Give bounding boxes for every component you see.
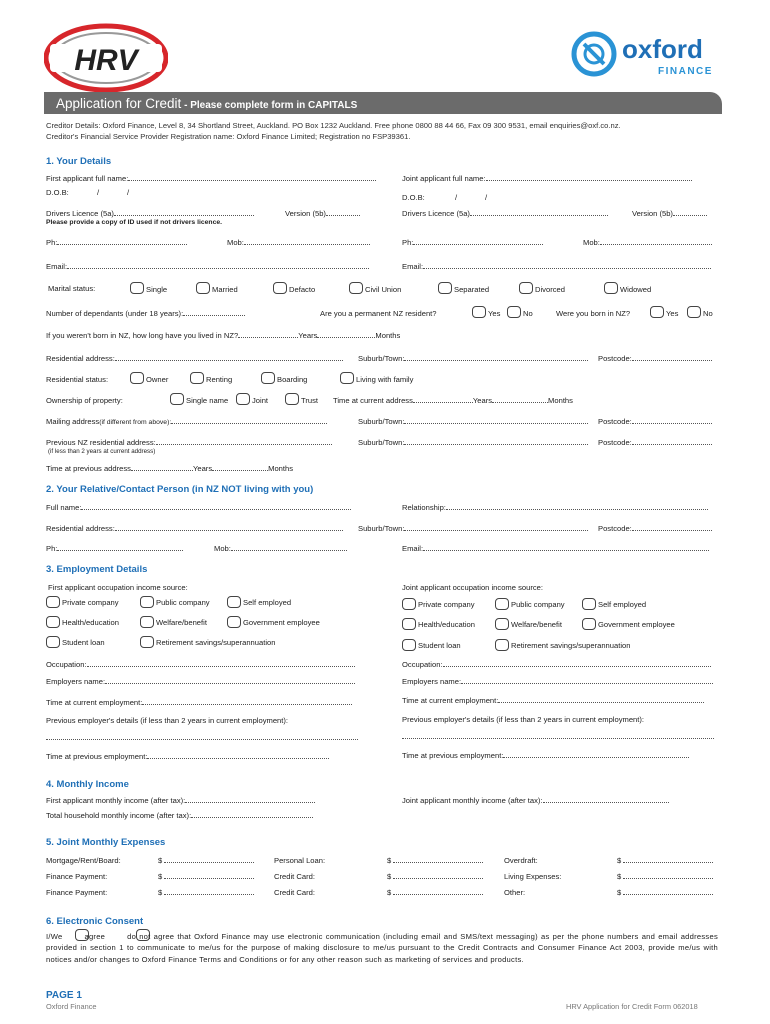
marital-married-label: Married [212,285,238,294]
total-income-label: Total household monthly income (after tax): [46,811,192,820]
rs-renting-checkbox[interactable] [190,372,204,384]
email-label: Email: [46,262,68,271]
own-single-label: Single name [186,396,229,405]
marital-defacto-label: Defacto [289,285,316,294]
contact-addr-label: Residential address: [46,524,115,533]
perm-res-no-label: No [523,309,533,318]
other-expenses-label: Other: [504,888,526,897]
prev-postcode-field[interactable] [632,438,712,445]
dob-slash: / [97,188,100,197]
born-nz-no-label: No [703,309,713,318]
licence-label: Drivers Licence (5a) [46,209,114,218]
joint-version-field[interactable] [673,209,707,216]
credit-card-1-field[interactable] [393,872,483,879]
months-label: Months [268,464,294,473]
perm-res-yes-label: Yes [488,309,501,318]
marital-married-checkbox[interactable] [196,282,210,294]
postcode-label: Postcode: [598,354,632,363]
time-emp-field[interactable] [142,698,352,705]
overdraft-field[interactable] [623,856,713,863]
marital-civil-label: Civil Union [365,285,402,294]
mortgage-dollar: $ [158,856,163,865]
first-welfare-checkbox[interactable] [140,616,154,628]
oxford-word: oxford [622,34,703,64]
joint-income-label: Joint applicant monthly income (after tax): [402,796,543,805]
prev-suburb-label: Suburb/Town: [358,438,405,447]
years-label: Years [192,464,213,473]
own-joint-label: Joint [252,396,269,405]
joint-welfare-checkbox[interactable] [495,618,509,630]
perm-res-yes-checkbox[interactable] [472,306,486,318]
first-retirement-label: Retirement savings/superannuation [156,638,276,647]
hrv-logo [44,22,168,92]
employer-field[interactable] [105,677,355,684]
joint-retirement-label: Retirement savings/superannuation [511,641,631,650]
marital-widowed-checkbox[interactable] [604,282,618,294]
ownership-label: Ownership of property: [46,396,123,405]
contact-mob-field[interactable] [231,544,347,551]
joint-mob-label: Mob: [583,238,600,247]
perm-res-no-checkbox[interactable] [507,306,521,318]
relationship-field[interactable] [446,503,708,510]
joint-public-checkbox[interactable] [495,598,509,610]
contact-ph-field[interactable] [57,544,183,551]
joint-private-label: Private company [418,600,475,609]
personal-loan-dollar: $ [387,856,392,865]
time-addr-years-field[interactable] [413,396,473,403]
months-label: Months [375,331,401,340]
finance-payment-1-field[interactable] [164,872,254,879]
joint-ph-field[interactable] [413,238,543,245]
marital-label: Marital status: [48,284,96,293]
contact-name-label: Full name: [46,503,82,512]
mailing-label: Mailing address [46,417,100,426]
rs-boarding-checkbox[interactable] [261,372,275,384]
time-addr-label: Time at current address [333,396,413,405]
page-number: PAGE 1 [46,990,82,1001]
joint-health-checkbox[interactable] [402,618,416,630]
born-nz-yes-checkbox[interactable] [650,306,664,318]
credit-card-2-label: Credit Card: [274,888,315,897]
joint-dob-label: D.O.B: [402,193,425,202]
contact-email-label: Email: [402,544,424,553]
first-public-checkbox[interactable] [140,596,154,608]
mailing-postcode-label: Postcode: [598,417,632,426]
joint-retirement-checkbox[interactable] [495,639,509,651]
dependants-label: Number of dependants (under 18 years): [46,309,184,318]
mailing-postcode-field[interactable] [632,417,712,424]
other-expenses-field[interactable] [623,888,713,895]
joint-prev-emp-field[interactable] [402,732,714,739]
finance-2-dollar: $ [158,888,163,897]
postcode-field[interactable] [632,354,712,361]
finance-1-dollar: $ [158,872,163,881]
consent-body: do not agree that Oxford Finance may use electronic communication (including email and SMS/text messaging) as per the phone numbers and email addresses provided in section 1 to communicate to me/us for the purpose of making disclosure to me/us pursuant to the Credit Contracts and Consumer Finance Act 2003, provide me/us with notices and/or changes to Oxford Finance Terms and Conditions or for any other reason such as marketing of services and products. [46,932,718,964]
born-nz-no-checkbox[interactable] [687,306,701,318]
first-retirement-checkbox[interactable] [140,636,154,648]
joint-health-label: Health/education [418,620,475,629]
form-title: Application for Credit [56,96,182,111]
first-government-label: Government employee [243,618,320,627]
marital-separated-checkbox[interactable] [438,282,452,294]
joint-licence-label: Drivers Licence (5a) [402,209,470,218]
section-4-title: 4. Monthly Income [46,779,129,790]
creditor-line-2: Creditor's Financial Service Provider Registration name: Oxford Finance Limited; Registration no FSP39361. [46,131,411,141]
first-name-field[interactable] [128,174,376,181]
joint-time-emp-label: Time at current employment: [402,696,499,705]
first-student-label: Student loan [62,638,105,647]
first-name-label: First applicant full name: [46,174,129,183]
prev-postcode-label: Postcode: [598,438,632,447]
finance-payment-2-field[interactable] [164,888,254,895]
oxford-finance-logo [570,28,730,80]
time-prev-months-field[interactable] [212,464,268,471]
prev-emp-label: Previous employer's details (if less than 2 years in current employment): [46,716,289,725]
hrv-logo-text: HRV [74,44,138,77]
prev-suburb-field[interactable] [404,438,588,445]
joint-occupation-label: Occupation: [402,660,443,669]
contact-suburb-field[interactable] [404,524,588,531]
dob-slash: / [127,188,130,197]
marital-defacto-checkbox[interactable] [273,282,287,294]
first-income-field[interactable] [185,796,315,803]
employer-label: Employers name: [46,677,106,686]
rs-family-label: Living with family [356,375,414,384]
first-income-label: First applicant monthly income (after tax): [46,796,186,805]
joint-ph-label: Ph: [402,238,414,247]
first-government-checkbox[interactable] [227,616,241,628]
section-3-title: 3. Employment Details [46,564,148,575]
version-label: Version (5b) [285,209,326,218]
overdraft-label: Overdraft: [504,856,538,865]
personal-loan-label: Personal Loan: [274,856,326,865]
born-nz-label: Were you born in NZ? [556,309,631,318]
other-dollar: $ [617,888,622,897]
joint-email-field[interactable] [423,262,711,269]
section-1-title: 1. Your Details [46,156,112,167]
joint-dob-slash: / [485,193,488,202]
creditor-line-1: Creditor Details: Oxford Finance, Level 8, 34 Shortland Street, Auckland. PO Box 1232 Auckland. Free phone 0800 88 44 66, Fax 09 300 9531, email enquiries@oxf.co.nz. [46,121,621,130]
contact-postcode-field[interactable] [632,524,712,531]
time-prev-emp-label: Time at previous employment: [46,752,148,761]
prev-addr-note: (if less than 2 years at current address) [48,448,156,455]
own-trust-checkbox[interactable] [285,393,299,405]
mob-field[interactable] [244,238,370,245]
joint-private-checkbox[interactable] [402,598,416,610]
joint-employer-label: Employers name: [402,677,462,686]
email-field[interactable] [67,262,369,269]
first-self-checkbox[interactable] [227,596,241,608]
footer-form-id: HRV Application for Credit Form 062018 [566,1002,698,1011]
how-long-years-field[interactable] [238,331,298,338]
contact-ph-label: Ph: [46,544,58,553]
occupation-field[interactable] [87,660,355,667]
res-addr-label: Residential address: [46,354,115,363]
finance-payment-2-label: Finance Payment: [46,888,108,897]
creditor-details [46,121,621,142]
joint-prev-emp-label: Previous employer's details (if less than 2 years in current employment): [402,715,645,724]
joint-welfare-label: Welfare/benefit [511,620,562,629]
time-prev-emp-field[interactable] [147,752,329,759]
joint-email-label: Email: [402,262,424,271]
rs-boarding-label: Boarding [277,375,308,384]
mailing-note: (if different from above): [99,419,172,426]
perm-res-label: Are you a permanent NZ resident? [320,309,437,318]
marital-widowed-label: Widowed [620,285,652,294]
first-private-label: Private company [62,598,119,607]
ph-field[interactable] [57,238,187,245]
how-long-label: If you weren't born in NZ, how long have you lived in NZ? [46,331,239,340]
born-nz-yes-label: Yes [666,309,679,318]
joint-self-label: Self employed [598,600,647,609]
first-self-label: Self employed [243,598,292,607]
personal-loan-field[interactable] [393,856,483,863]
living-expenses-label: Living Expenses: [504,872,562,881]
form-title-banner [44,92,722,114]
living-expenses-field[interactable] [623,872,713,879]
credit-2-dollar: $ [387,888,392,897]
marital-civil-checkbox[interactable] [349,282,363,294]
form-subtitle: - Please complete form in CAPITALS [181,100,358,111]
first-private-checkbox[interactable] [46,596,60,608]
marital-single-label: Single [146,285,168,294]
dependants-field[interactable] [183,309,245,316]
contact-mob-label: Mob: [214,544,231,553]
rs-owner-checkbox[interactable] [130,372,144,384]
time-addr-months-field[interactable] [492,396,548,403]
consent-agree-label: agree [84,932,106,941]
how-long-months-field[interactable] [317,331,375,338]
mailing-suburb-field[interactable] [404,417,588,424]
contact-suburb-label: Suburb/Town: [358,524,405,533]
marital-separated-label: Separated [454,285,490,294]
res-addr-field[interactable] [115,354,343,361]
res-status-label: Residential status: [46,375,109,384]
id-note: Please provide a copy of ID used if not drivers licence. [46,219,223,226]
credit-card-1-label: Credit Card: [274,872,315,881]
own-trust-label: Trust [301,396,319,405]
joint-government-label: Government employee [598,620,675,629]
joint-name-field[interactable] [486,174,692,181]
own-joint-checkbox[interactable] [236,393,250,405]
time-emp-label: Time at current employment: [46,698,143,707]
consent-iwe: I/We [46,932,63,941]
joint-employer-field[interactable] [461,677,713,684]
joint-dob-slash: / [455,193,458,202]
credit-1-dollar: $ [387,872,392,881]
ph-label: Ph: [46,238,58,247]
time-prev-label: Time at previous address [46,464,131,473]
mailing-field[interactable] [171,417,327,424]
rs-family-checkbox[interactable] [340,372,354,384]
prev-addr-label: Previous NZ residential address: [46,438,156,447]
suburb-field[interactable] [404,354,588,361]
first-student-checkbox[interactable] [46,636,60,648]
time-prev-years-field[interactable] [131,464,193,471]
finance-word: FINANCE [658,66,713,77]
joint-mob-field[interactable] [600,238,712,245]
mortgage-field[interactable] [164,856,254,863]
credit-card-2-field[interactable] [393,888,483,895]
joint-student-checkbox[interactable] [402,639,416,651]
joint-time-prev-emp-field[interactable] [503,751,689,758]
prev-addr-field[interactable] [156,438,332,445]
marital-divorced-checkbox[interactable] [519,282,533,294]
joint-time-emp-field[interactable] [498,696,704,703]
finance-payment-1-label: Finance Payment: [46,872,108,881]
version-field[interactable] [326,209,360,216]
consent-text [46,931,718,965]
joint-occupation-field[interactable] [443,660,711,667]
living-dollar: $ [617,872,622,881]
dob-label: D.O.B: [46,188,69,197]
joint-self-checkbox[interactable] [582,598,596,610]
rs-owner-label: Owner [146,375,169,384]
contact-addr-field[interactable] [115,524,343,531]
mailing-suburb-label: Suburb/Town: [358,417,405,426]
occupation-label: Occupation: [46,660,87,669]
first-health-checkbox[interactable] [46,616,60,628]
joint-income-field[interactable] [543,796,669,803]
joint-government-checkbox[interactable] [582,618,596,630]
section-6-title: 6. Electronic Consent [46,916,144,927]
first-welfare-label: Welfare/benefit [156,618,207,627]
mob-label: Mob: [227,238,244,247]
licence-field[interactable] [114,209,254,216]
months-label: Months [548,396,573,405]
first-src-label: First applicant occupation income source: [48,583,188,592]
joint-student-label: Student loan [418,641,461,650]
own-single-checkbox[interactable] [170,393,184,405]
mortgage-label: Mortgage/Rent/Board: [46,856,121,865]
relationship-label: Relationship: [402,503,446,512]
joint-licence-field[interactable] [470,209,608,216]
years-label: Years [472,396,493,405]
joint-time-prev-emp-label: Time at previous employment: [402,751,504,760]
joint-src-label: Joint applicant occupation income source: [402,583,543,592]
first-health-label: Health/education [62,618,119,627]
marital-single-checkbox[interactable] [130,282,144,294]
marital-divorced-label: Divorced [535,285,565,294]
joint-name-label: Joint applicant full name: [402,174,486,183]
contact-name-field[interactable] [81,503,351,510]
contact-email-field[interactable] [423,544,709,551]
footer-org: Oxford Finance [46,1002,97,1011]
overdraft-dollar: $ [617,856,622,865]
total-income-field[interactable] [191,811,313,818]
joint-version-label: Version (5b) [632,209,673,218]
years-label: Years [298,331,318,340]
contact-postcode-label: Postcode: [598,524,632,533]
rs-renting-label: Renting [206,375,233,384]
suburb-label: Suburb/Town: [358,354,405,363]
first-public-label: Public company [156,598,210,607]
joint-public-label: Public company [511,600,565,609]
prev-emp-field[interactable] [46,733,358,740]
section-2-title: 2. Your Relative/Contact Person (in NZ NOT living with you) [46,484,314,495]
section-5-title: 5. Joint Monthly Expenses [46,837,166,848]
